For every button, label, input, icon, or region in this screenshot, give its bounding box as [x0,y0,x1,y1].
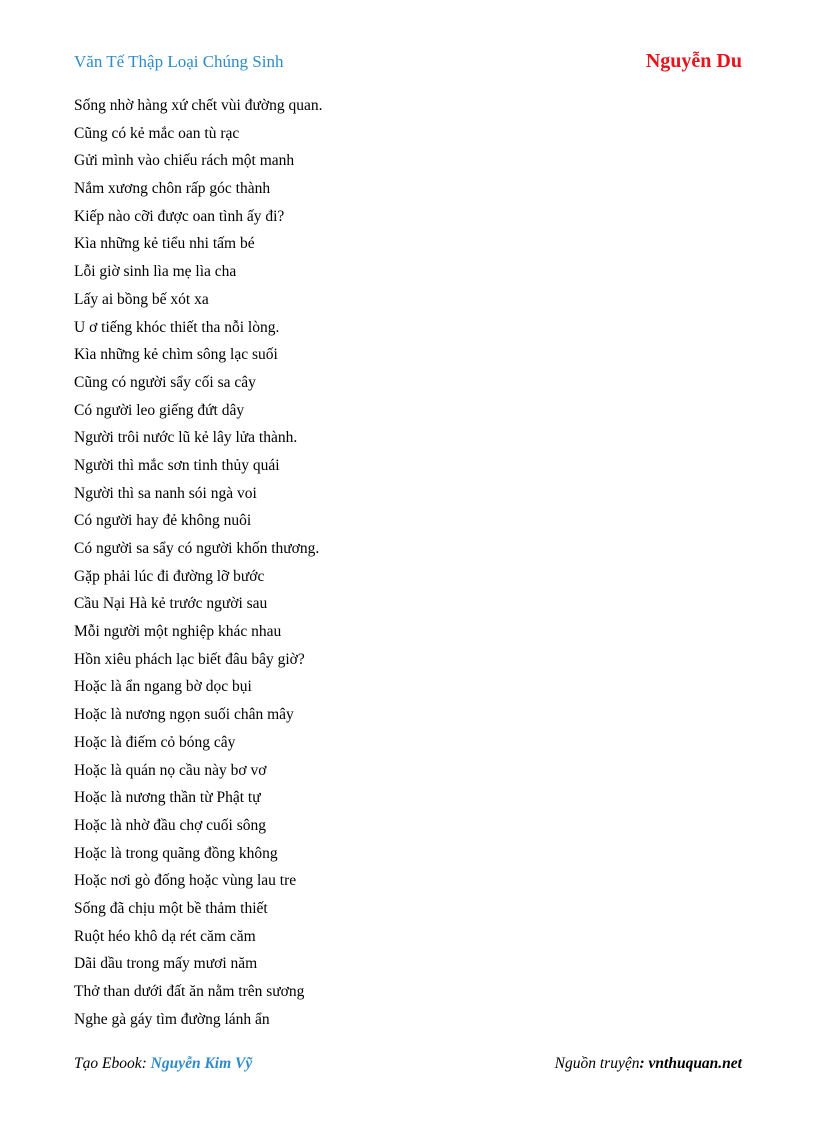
poem-line: Cũng có kẻ mắc oan tù rạc [74,124,240,142]
poem-line: Nắm xương chôn rấp góc thành [74,180,271,198]
poem-line: Người thì sa nanh sói ngà voi [74,484,257,502]
poem-line: Hoặc là nương ngọn suối chân mây [74,706,294,724]
poem-line: Lấy ai bồng bế xót xa [74,290,209,308]
poem-line: Sống đã chịu một bề thảm thiết [74,899,268,917]
poem-line: Hoặc là ẩn ngang bờ dọc bụi [74,678,252,696]
poem-line: U ơ tiếng khóc thiết tha nỗi lòng. [74,318,280,336]
source-credit [555,1055,742,1073]
poem-line: Sống nhờ hàng xứ chết vùi đường quan. [74,97,323,114]
ebook-credit [74,1055,252,1073]
page-footer [74,1055,742,1077]
poem-line: Mỗi người một nghiệp khác nhau [74,623,282,641]
poem-line: Hoặc là trong quãng đồng không [74,844,278,862]
poem-line: Kìa những kẻ chìm sông lạc suối [74,346,278,364]
poem-line: Hoặc là quán nọ cầu này bơ vơ [74,761,267,779]
ebook-creator-name: Nguyễn Kim Vỹ [150,1055,253,1072]
poem-line: Gặp phải lúc đi đường lỡ bước [74,567,265,585]
poem-line: Người trôi nước lũ kẻ lây lửa thành. [74,429,298,447]
poem-line: Thở than dưới đất ăn nằm trên sương [74,983,305,1000]
ebook-label: Tạo Ebook [74,1055,142,1072]
poem-line: Hồn xiêu phách lạc biết đâu bây giờ? [74,650,305,668]
poem-text [74,92,734,1033]
poem-line: Nghe gà gáy tìm đường lánh ẩn [74,1010,270,1028]
poem-line: Cũng có người sẩy cối sa cây [74,373,256,391]
poem-line: Cầu Nại Hà kẻ trước người sau [74,595,268,613]
poem-line: Hoặc là nương thần từ Phật tự [74,789,261,807]
poem-line: Ruột héo khô dạ rét căm căm [74,927,256,945]
poem-line: Hoặc nơi gò đống hoặc vùng lau tre [74,872,297,890]
source-site-link[interactable]: vnthuquan.net [648,1055,742,1072]
ebook-separator: : [141,1055,151,1072]
poem-line: Kìa những kẻ tiểu nhi tấm bé [74,235,255,253]
poem-line: Gửi mình vào chiếu rách một manh [74,152,295,170]
poem-line: Người thì mắc sơn tinh thủy quái [74,456,280,474]
poem-line: Có người leo giếng đứt dây [74,401,245,419]
poem-line: Có người hay đẻ không nuôi [74,512,252,530]
poem-line: Kiếp nào cỡi được oan tình ấy đi? [74,207,285,225]
document-author: Nguyễn Du [645,50,742,72]
poem-line: Dãi dầu trong mấy mươi năm [74,955,258,973]
page-header [74,50,742,74]
poem-line: Có người sa sẩy có người khốn thương. [74,540,320,557]
source-label: Nguồn truyện [554,1055,640,1072]
poem-line: Hoặc là điếm cỏ bóng cây [74,733,236,751]
poem-line: Lỗi giờ sinh lìa mẹ lìa cha [74,263,237,281]
document-title: Văn Tế Thập Loại Chúng Sinh [74,52,284,71]
poem-line: Hoặc là nhờ đầu chợ cuối sông [74,816,267,834]
source-separator: : [639,1055,649,1072]
